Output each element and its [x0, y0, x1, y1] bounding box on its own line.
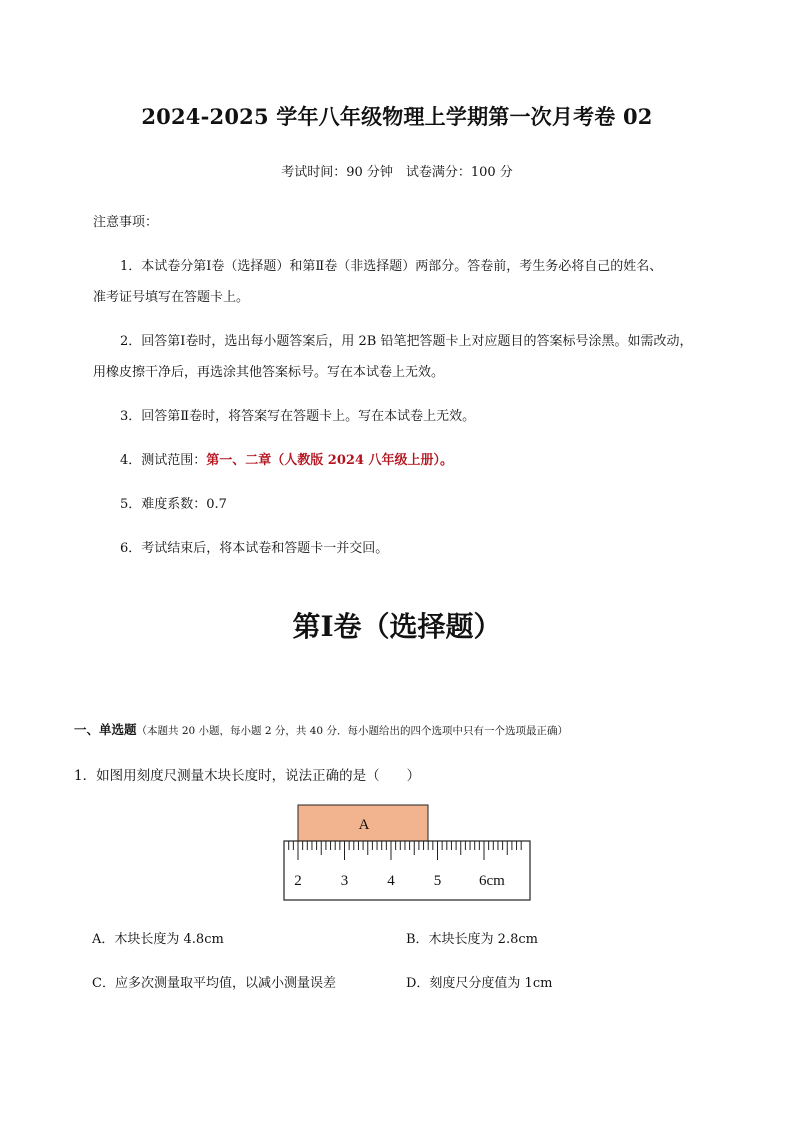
notice-item-4-prefix: 4．测试范围：	[120, 453, 207, 468]
mcq-heading-label: 一、单选题	[74, 722, 137, 737]
section-title: 第Ⅰ卷（选择题）	[292, 610, 502, 643]
block-label: A	[358, 817, 370, 833]
notice-heading: 注意事项：	[93, 215, 159, 230]
test-scope: 第一、二章（人教版 2024 八年级上册）。	[206, 453, 454, 468]
option-c[interactable]: C．应多次测量取平均值，以减小测量误差	[92, 976, 336, 991]
question-1-stem: 1．如图用刻度尺测量木块长度时，说法正确的是（ ）	[74, 768, 421, 784]
page-title: 2024-2025 学年八年级物理上学期第一次月考卷 02	[141, 104, 653, 129]
ruler-scale-label: 6cm	[479, 873, 505, 889]
option-a[interactable]: A．木块长度为 4.8cm	[92, 932, 224, 947]
exam-info: 考试时间：90 分钟 试卷满分：100 分	[281, 165, 513, 180]
ruler-scale-label: 3	[340, 873, 349, 889]
mcq-heading	[74, 720, 568, 738]
notice-item-3: 3．回答第Ⅱ卷时，将答案写在答题卡上。写在本试卷上无效。	[120, 409, 476, 424]
ruler-scale-label: 4	[387, 873, 395, 889]
notice-item-6: 6．考试结束后，将本试卷和答题卡一并交回。	[120, 541, 389, 556]
notice-item-2-line-2: 用橡皮擦干净后，再选涂其他答案标号。写在本试卷上无效。	[93, 365, 445, 380]
ruler-scale-label: 5	[433, 873, 442, 889]
notice-item-5: 5．难度系数：0.7	[120, 497, 227, 512]
notice-item-1-line-1: 1．本试卷分第Ⅰ卷（选择题）和第Ⅱ卷（非选择题）两部分。答卷前，考生务必将自己的姓名、	[120, 259, 663, 274]
option-d[interactable]: D．刻度尺分度值为 1cm	[406, 976, 553, 991]
ruler-scale-label: 2	[294, 873, 302, 889]
notice-item-1-line-2: 准考证号填写在答题卡上。	[93, 290, 250, 305]
ruler-figure	[282, 804, 532, 904]
notice-item-2-line-1: 2．回答第Ⅰ卷时，选出每小题答案后，用 2B 铅笔把答题卡上对应题目的答案标号涂黑。如需改动，	[120, 334, 693, 349]
notice-item-4	[120, 446, 453, 476]
mcq-instruction: （本题共 20 小题，每小题 2 分，共 40 分．每小题给出的四个选项中只有一个选项最正确）	[136, 725, 568, 737]
option-b[interactable]: B．木块长度为 2.8cm	[406, 932, 538, 947]
